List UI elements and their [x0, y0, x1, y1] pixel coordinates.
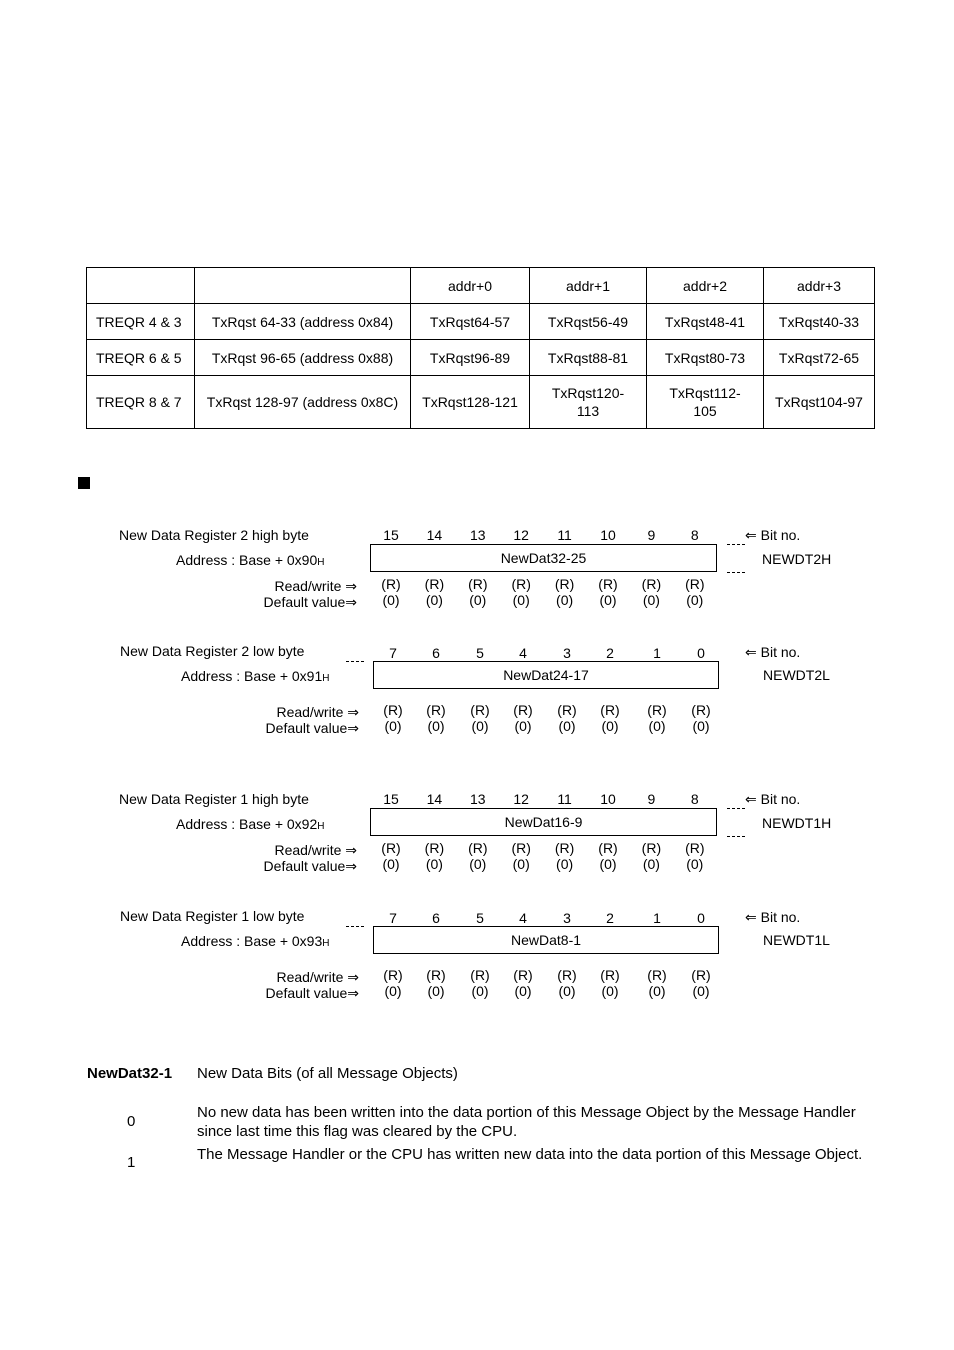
table-header-cell: addr+0: [411, 268, 530, 304]
register-address-suffix: H: [322, 938, 330, 949]
dashed-guide: [346, 661, 364, 662]
bit-number: 4: [519, 645, 527, 661]
bit-number: 7: [389, 645, 397, 661]
bit-access: (R): [647, 967, 667, 983]
register-address-text: Address : Base + 0x90: [176, 552, 318, 568]
description-title: New Data Bits (of all Message Objects): [197, 1065, 458, 1082]
register-block: [0, 789, 954, 889]
table-cell: TxRqst 128-97 (address 0x8C): [195, 376, 411, 429]
bit-number: 6: [432, 910, 440, 926]
table-cell: TxRqst96-89: [411, 340, 530, 376]
bit-number: 5: [476, 645, 484, 661]
bit-access: (R): [426, 702, 446, 718]
bit-access: (R): [685, 576, 705, 592]
register-address: [176, 816, 325, 832]
register-field-box: NewDat16-9: [370, 808, 717, 836]
register-field-box: NewDat24-17: [373, 661, 719, 689]
bit-access: (R): [647, 702, 667, 718]
dashed-guide: [727, 572, 745, 573]
bit-number: 4: [519, 910, 527, 926]
txrqst-table: [86, 267, 875, 429]
register-title: New Data Register 1 low byte: [120, 908, 305, 924]
bit-access: (R): [470, 702, 490, 718]
dashed-guide: [727, 836, 745, 837]
bit-default: (0): [384, 718, 402, 734]
bit-access: (R): [383, 702, 403, 718]
dashed-guide: [727, 808, 745, 809]
bit-number: 2: [606, 910, 614, 926]
table-cell: TxRqst128-121: [411, 376, 530, 429]
bit-default: (0): [425, 592, 443, 608]
bit-default: (0): [427, 718, 445, 734]
bit-number: 10: [600, 791, 616, 807]
register-address: [181, 933, 330, 949]
bit-number: 1: [653, 910, 661, 926]
bit-default: (0): [599, 856, 617, 872]
table-header-cell: addr+3: [764, 268, 875, 304]
bit-default: (0): [692, 983, 710, 999]
table-cell: TREQR 8 & 7: [87, 376, 195, 429]
default-value-label: Default value⇒: [263, 594, 357, 610]
register-title: New Data Register 2 low byte: [120, 643, 305, 659]
table-header-row: [87, 268, 875, 304]
bit-access: (R): [383, 967, 403, 983]
bit-access: (R): [598, 576, 618, 592]
bit-number: 8: [690, 791, 699, 807]
register-address-suffix: H: [317, 557, 325, 568]
bit-number: 12: [513, 527, 529, 543]
table-header-cell: addr+2: [647, 268, 764, 304]
table-row: [87, 340, 875, 376]
table-row: [87, 304, 875, 340]
bit-default: (0): [601, 718, 619, 734]
bit-access: (R): [424, 840, 445, 856]
dashed-guide: [346, 926, 364, 927]
description-text: The Message Handler or the CPU has written new data into the data portion of this Message Object.: [197, 1146, 863, 1163]
bit-number: 9: [647, 527, 656, 543]
bit-access: (R): [426, 967, 446, 983]
bit-number: 14: [426, 791, 443, 807]
register-name: NEWDT2L: [763, 667, 830, 683]
bit-access: (R): [641, 576, 662, 592]
bit-default: (0): [648, 718, 666, 734]
register-address-suffix: H: [317, 821, 325, 832]
description-value: 1: [127, 1154, 136, 1171]
description-field-name: NewDat32-1: [87, 1065, 173, 1082]
bit-access: (R): [554, 576, 575, 592]
bit-number: 8: [690, 527, 699, 543]
bit-number: 6: [432, 645, 440, 661]
bit-default: (0): [558, 718, 576, 734]
bit-access: (R): [685, 840, 705, 856]
bit-number: 13: [470, 791, 486, 807]
bit-access: (R): [598, 840, 618, 856]
bit-default: (0): [601, 983, 619, 999]
dashed-guide: [727, 544, 745, 545]
table-cell: TxRqst56-49: [530, 304, 647, 340]
register-name: NEWDT1L: [763, 932, 830, 948]
description-value: 0: [127, 1113, 136, 1130]
register-title: New Data Register 2 high byte: [119, 527, 309, 543]
bit-default: (0): [382, 856, 400, 872]
read-write-label: Read/write ⇒: [276, 969, 359, 985]
bit-no-label: ⇐ Bit no.: [745, 527, 801, 543]
bit-default: (0): [514, 718, 532, 734]
register-block: [0, 641, 954, 741]
bit-number: 1: [653, 645, 661, 661]
read-write-label: Read/write ⇒: [274, 842, 357, 858]
bit-access: (R): [468, 576, 488, 592]
table-header-cell: [195, 268, 411, 304]
section-bullet-icon: [78, 477, 90, 489]
bit-default: (0): [512, 592, 530, 608]
read-write-label: Read/write ⇒: [274, 578, 357, 594]
register-field-box: NewDat8-1: [373, 926, 719, 954]
bit-default: (0): [642, 856, 660, 872]
register-address-text: Address : Base + 0x92: [176, 816, 318, 832]
table-cell: TxRqst64-57: [411, 304, 530, 340]
bit-access: (R): [468, 840, 488, 856]
bit-default: (0): [512, 856, 530, 872]
bit-default: (0): [471, 718, 489, 734]
read-write-label: Read/write ⇒: [276, 704, 359, 720]
register-name: NEWDT1H: [762, 815, 832, 831]
bit-access: (R): [557, 702, 577, 718]
bit-number: 9: [647, 791, 656, 807]
bit-default: (0): [384, 983, 402, 999]
register-name: NEWDT2H: [762, 551, 832, 567]
bit-number: 13: [470, 527, 486, 543]
bit-default: (0): [648, 983, 666, 999]
table-cell: TxRqst48-41: [647, 304, 764, 340]
table-header-cell: addr+1: [530, 268, 647, 304]
bit-access: (R): [600, 967, 620, 983]
bit-default: (0): [469, 856, 487, 872]
bit-default: (0): [686, 856, 704, 872]
table-cell: TxRqst104-97: [764, 376, 875, 429]
bit-default: (0): [692, 718, 710, 734]
bit-default: (0): [599, 592, 617, 608]
register-field-box: NewDat32-25: [370, 544, 717, 572]
description-text: No new data has been written into the data portion of this Message Object by the Message Handler since last time this flag was cleared by the CPU.: [197, 1104, 856, 1140]
table-cell: TxRqst88-81: [530, 340, 647, 376]
bit-no-label: ⇐ Bit no.: [745, 644, 801, 660]
table-cell: TxRqst80-73: [647, 340, 764, 376]
bit-number: 3: [563, 910, 571, 926]
bit-access: (R): [691, 967, 711, 983]
table-cell: TREQR 4 & 3: [87, 304, 195, 340]
bit-default: (0): [471, 983, 489, 999]
bit-access: (R): [641, 840, 662, 856]
bit-access: (R): [381, 576, 401, 592]
bit-number: 0: [697, 645, 705, 661]
table-cell: TxRqst 96-65 (address 0x88): [195, 340, 411, 376]
table-cell: TxRqst72-65: [764, 340, 875, 376]
bit-number: 0: [697, 910, 705, 926]
bit-number: 11: [557, 791, 572, 807]
register-address: [176, 552, 325, 568]
register-block: [0, 906, 954, 1006]
bit-no-label: ⇐ Bit no.: [745, 909, 801, 925]
bit-default: (0): [382, 592, 400, 608]
bit-access: (R): [557, 967, 577, 983]
bit-default: (0): [686, 592, 704, 608]
table-cell: TxRqst 64-33 (address 0x84): [195, 304, 411, 340]
bit-default: (0): [556, 592, 574, 608]
table-cell: TxRqst40-33: [764, 304, 875, 340]
default-value-label: Default value⇒: [263, 858, 357, 874]
bit-number: 14: [426, 527, 443, 543]
bit-number: 15: [383, 527, 399, 543]
bit-access: (R): [424, 576, 445, 592]
bit-number: 10: [600, 527, 616, 543]
bit-access: (R): [513, 702, 533, 718]
bit-access: (R): [554, 840, 575, 856]
register-address-suffix: H: [322, 673, 330, 684]
table-cell: TxRqst112-105: [647, 376, 764, 429]
table-row: [87, 376, 875, 429]
bit-access: (R): [600, 702, 620, 718]
bit-number: 2: [606, 645, 614, 661]
register-address-text: Address : Base + 0x91: [181, 668, 323, 684]
register-title: New Data Register 1 high byte: [119, 791, 309, 807]
bit-access: (R): [470, 967, 490, 983]
bit-access: (R): [381, 840, 401, 856]
table-cell: TREQR 6 & 5: [87, 340, 195, 376]
bit-access: (R): [513, 967, 533, 983]
register-block: [0, 525, 954, 625]
bit-number: 12: [513, 791, 529, 807]
bit-default: (0): [427, 983, 445, 999]
table-cell: TxRqst120-113: [530, 376, 647, 429]
bit-no-label: ⇐ Bit no.: [745, 791, 801, 807]
bit-default: (0): [514, 983, 532, 999]
bit-default: (0): [425, 856, 443, 872]
bit-number: 11: [557, 527, 572, 543]
bit-access: (R): [511, 840, 531, 856]
register-address: [181, 668, 330, 684]
bit-access: (R): [691, 702, 711, 718]
bit-default: (0): [556, 856, 574, 872]
bit-number: 7: [389, 910, 397, 926]
default-value-label: Default value⇒: [265, 985, 359, 1001]
default-value-label: Default value⇒: [265, 720, 359, 736]
bit-default: (0): [558, 983, 576, 999]
bit-default: (0): [469, 592, 487, 608]
bit-default: (0): [642, 592, 660, 608]
bit-number: 15: [383, 791, 399, 807]
bit-number: 5: [476, 910, 484, 926]
bit-number: 3: [563, 645, 571, 661]
bit-access: (R): [511, 576, 531, 592]
register-address-text: Address : Base + 0x93: [181, 933, 323, 949]
table-header-cell: [87, 268, 195, 304]
